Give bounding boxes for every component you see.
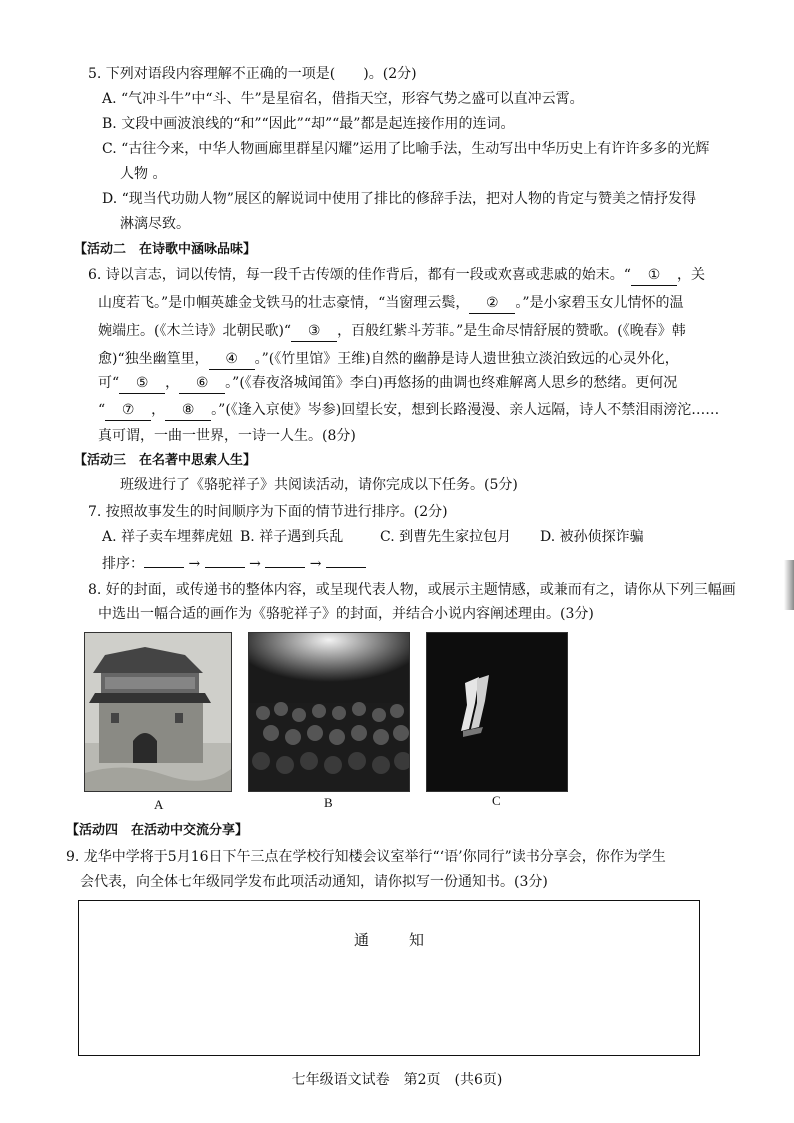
cover-option-c-image[interactable] (426, 632, 568, 792)
q5-stem: 5. 下列对语段内容理解不正确的一项是( )。(2分) (88, 66, 417, 82)
q7-stem: 7. 按照故事发生的时间顺序为下面的情节进行排序。(2分) (88, 504, 448, 520)
q7-order-blank-2[interactable] (205, 567, 245, 568)
q6-line3: 婉端庄。(《木兰诗》北朝民歌)“ ③ ，百般红紫斗芳菲。”是生命尽情舒展的赞歌。(《晚春》韩 (98, 321, 686, 342)
q6-blank-7[interactable]: ⑦ (105, 400, 151, 421)
cover-option-a-label: A (154, 797, 164, 812)
q5-option-a: A. “气冲斗牛”中“斗、牛”是星宿名，借指天空，形容气势之盛可以直冲云霄。 (102, 91, 584, 107)
q6-blank-8[interactable]: ⑧ (165, 400, 211, 421)
q7-option-a: A. 祥子卖车埋葬虎妞 (102, 529, 234, 545)
q6-line5: 可“ ⑤ ， ⑥ 。”(《春夜洛城闻笛》李白)再悠扬的曲调也终难解离人思乡的愁绪。更何况 (98, 373, 677, 394)
activity3-heading: 【活动三 在名著中思索人生】 (74, 453, 257, 468)
scan-edge-shadow (784, 560, 794, 610)
cover-option-b-image[interactable] (248, 632, 410, 792)
q6-line6: “ ⑦ ， ⑧ 。”(《逢入京使》岑参)回望长安，想到长路漫漫、亲人远隔，诗人不禁泪雨滂沱…… (98, 400, 719, 421)
q6-line2: 山度若飞。”是巾帼英雄金戈铁马的壮志豪情，“当窗理云鬓， ② 。”是小家碧玉女儿情怀的温 (98, 293, 684, 314)
q5-option-c-line1: C. “古往今来，中华人物画廊里群星闪耀”运用了比喻手法，生动写出中华历史上有许许多多的光辉 (102, 141, 710, 157)
q5-option-b: B. 文段中画波浪线的“和”“因此”“却”“最”都是起连接作用的连词。 (102, 116, 515, 132)
q6-line1: 6. 诗以言志，词以传情，每一段千古传颂的佳作背后，都有一段或欢喜或悲戚的始末。“ ① ，关 (88, 265, 705, 286)
activity2-heading: 【活动二 在诗歌中涵咏品味】 (74, 242, 257, 257)
q7-order-blank-4[interactable] (326, 567, 366, 568)
activity4-heading: 【活动四 在活动中交流分享】 (66, 823, 249, 838)
cover-option-c-label: C (492, 793, 501, 808)
cover-option-a-image[interactable] (84, 632, 232, 792)
q6-blank-5[interactable]: ⑤ (119, 373, 165, 394)
crowd-painting (249, 633, 409, 791)
q9-stem-line2: 会代表，向全体七年级同学发布此项活动通知，请你拟写一份通知书。(3分) (80, 874, 548, 890)
q7-order-row: 排序： → → → (102, 554, 366, 574)
dark-figure-painting (427, 633, 567, 791)
q6-blank-3[interactable]: ③ (291, 321, 337, 342)
q5-option-d-line1: D. “现当代功勋人物”展区的解说词中使用了排比的修辞手法，把对人物的肯定与赞美之情抒发得 (102, 191, 696, 207)
city-gate-painting (85, 633, 231, 791)
q7-order-blank-3[interactable] (265, 567, 305, 568)
q7-order-blank-1[interactable] (144, 567, 184, 568)
q5-option-c-line2: 人物 。 (120, 166, 167, 182)
q8-stem-line1: 8. 好的封面，或传递书的整体内容，或呈现代表人物，或展示主题情感，或兼而有之，请你从下列三幅画 (88, 582, 736, 598)
q6-line7: 真可谓，一曲一世界，一诗一人生。(8分) (98, 428, 356, 444)
q6-blank-2[interactable]: ② (469, 293, 515, 314)
cover-option-b-label: B (324, 795, 333, 810)
activity3-intro: 班级进行了《骆驼祥子》共阅读活动，请你完成以下任务。(5分) (120, 477, 518, 493)
q7-option-c: C. 到曹先生家拉包月 (380, 529, 512, 545)
q6-line4: 愈)“独坐幽篁里， ④ 。”(《竹里馆》王维)自然的幽静是诗人遗世独立淡泊致远的心灵外化， (98, 349, 679, 370)
notice-title: 通知 (353, 931, 464, 949)
notice-answer-box[interactable] (78, 900, 700, 1056)
q9-stem-line1: 9. 龙华中学将于5月16日下午三点在学校行知楼会议室举行“‘语’你同行”读书分享会，你作为学生 (66, 849, 666, 865)
q7-option-d: D. 被孙侦探诈骗 (540, 529, 644, 545)
q6-blank-6[interactable]: ⑥ (179, 373, 225, 394)
q5-option-d-line2: 淋漓尽致。 (120, 216, 190, 232)
q7-option-b: B. 祥子遇到兵乱 (240, 529, 344, 545)
q6-blank-1[interactable]: ① (631, 265, 677, 286)
q6-blank-4[interactable]: ④ (209, 349, 255, 370)
page-footer: 七年级语文试卷 第2页 (共6页) (291, 1072, 503, 1088)
q8-stem-line2: 中选出一幅合适的画作为《骆驼祥子》的封面，并结合小说内容阐述理由。(3分) (98, 606, 594, 622)
